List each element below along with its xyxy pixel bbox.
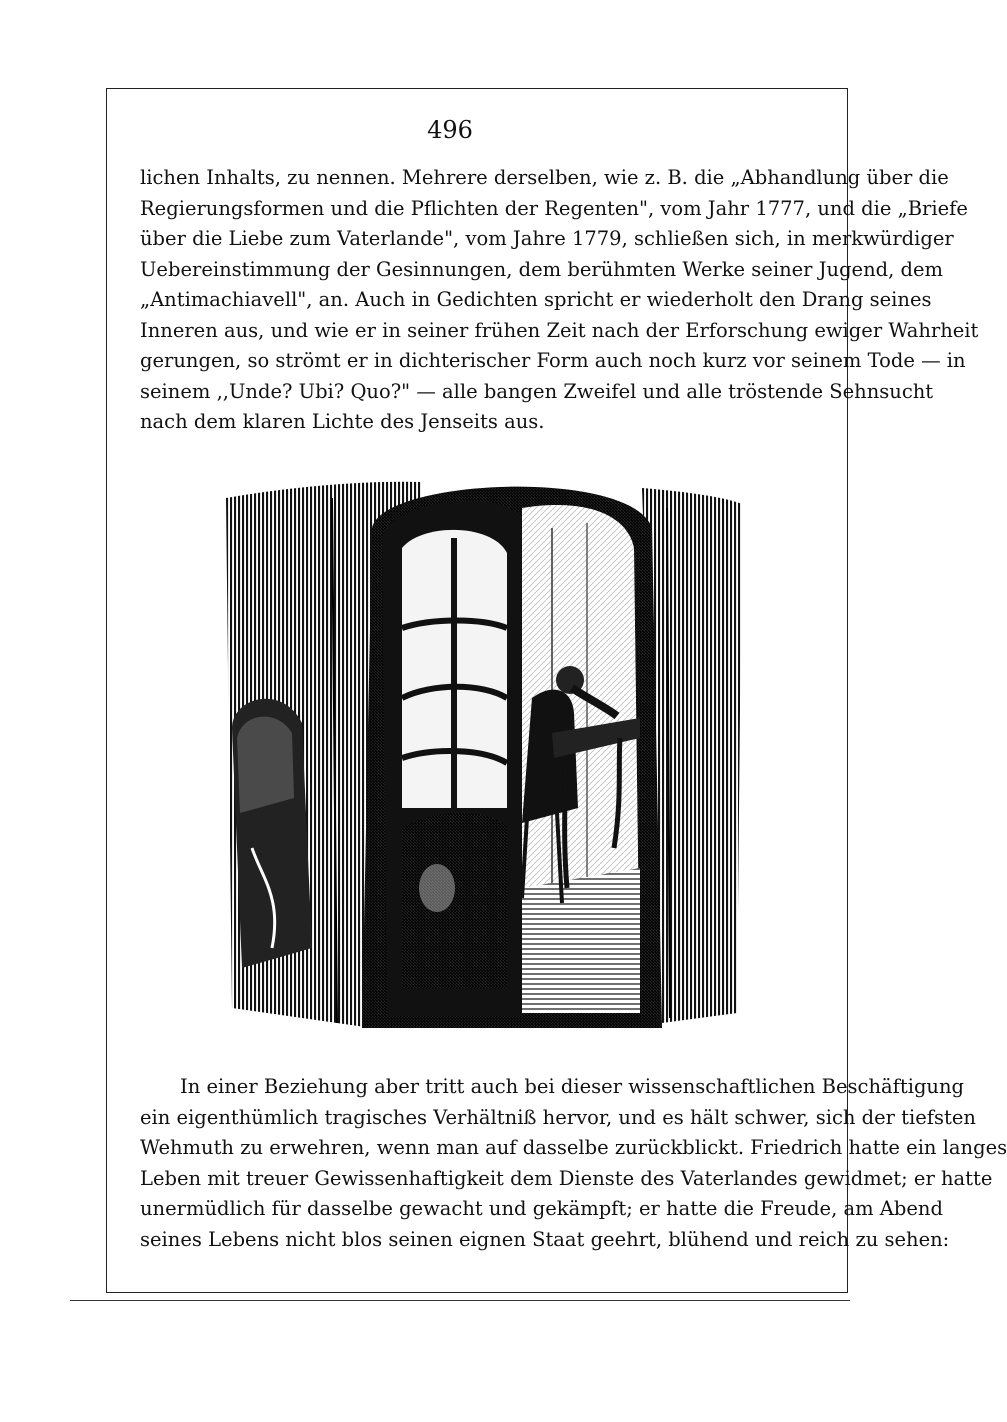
engraving-open-door-study-icon (222, 468, 746, 1034)
text-line: unermüdlich für dasselbe gewacht und gekämpft; er hatte die Freude, am Abend (140, 1197, 943, 1220)
text-line: Uebereinstimmung der Gesinnungen, dem berühmten Werke seiner Jugend, dem (140, 257, 944, 281)
text-line: über die Liebe zum Vaterlande", vom Jahre 1779, schließen sich, in merkwürdiger (140, 227, 954, 250)
text-line: „Antimachiavell", an. Auch in Gedichten spricht er wiederholt den Drang seines (140, 288, 932, 311)
text-line: Wehmuth zu erwehren, wenn man auf dasselbe zurückblickt. Friedrich hatte ein langes (140, 1136, 1007, 1159)
text-line: lichen Inhalts, zu nennen. Mehrere derselben, wie z. B. die „Abhandlung über die (140, 166, 949, 189)
top-paragraph (140, 163, 979, 438)
text-line: Regierungsformen und die Pflichten der Regenten", vom Jahr 1777, und die „Briefe (140, 196, 968, 220)
text-line: In einer Beziehung aber tritt auch bei dieser wissenschaftlichen Beschäftigung (180, 1075, 965, 1098)
bottom-paragraph (140, 1072, 1007, 1255)
text-line: seines Lebens nicht blos seinen eignen Staat geehrt, blühend und reich zu sehen: (140, 1227, 950, 1251)
text-line: Inneren aus, und wie er in seiner frühen Zeit nach der Erforschung ewiger Wahrheit (140, 318, 979, 342)
text-line: nach dem klaren Lichte des Jenseits aus. (140, 410, 545, 433)
text-line: Leben mit treuer Gewissenhaftigkeit dem Dienste des Vaterlandes gewidmet; er hatte (140, 1166, 993, 1190)
text-line: gerungen, so strömt er in dichterischer Form auch noch kurz vor seinem Tode — in (140, 349, 966, 372)
page-number: 496 (427, 116, 473, 144)
bottom-rule (70, 1300, 850, 1301)
text-line: seinem ,,Unde? Ubi? Quo?" — alle bangen Zweifel und alle tröstende Sehnsucht (140, 379, 934, 403)
text-line: ein eigenthümlich tragisches Verhältniß hervor, und es hält schwer, sich der tiefsten (140, 1105, 976, 1129)
